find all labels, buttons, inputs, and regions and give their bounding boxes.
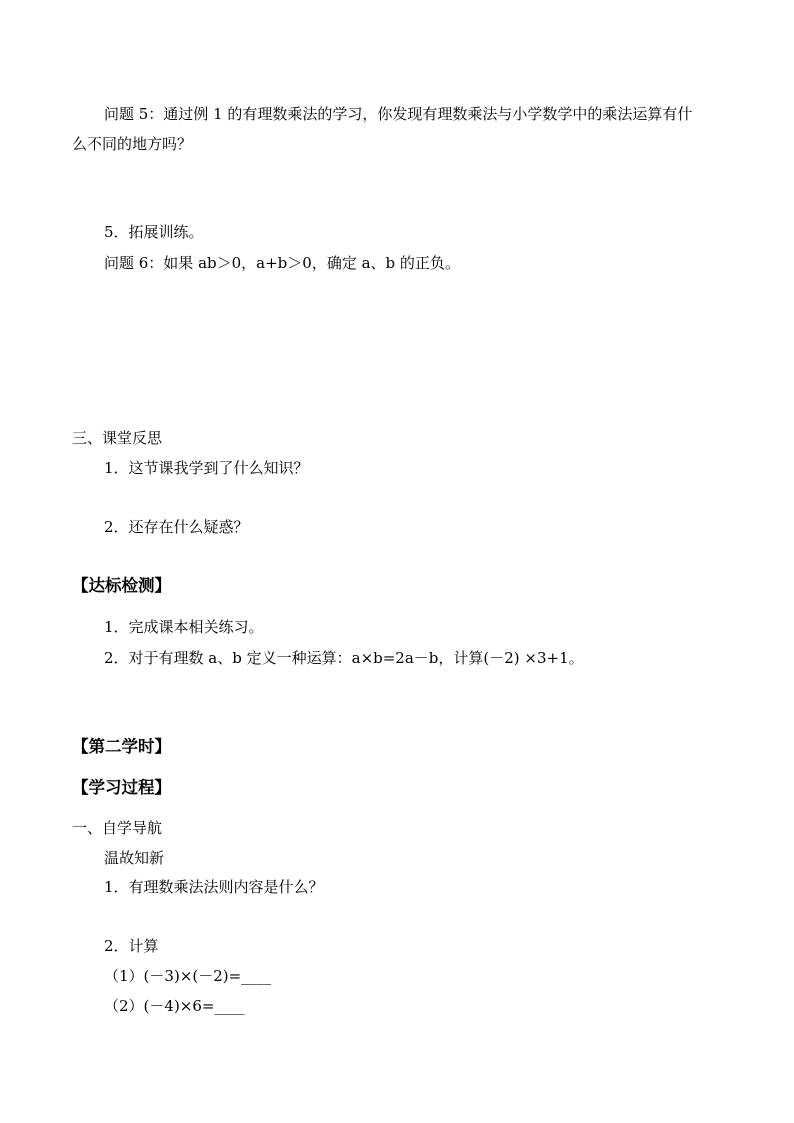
reflection-item-2: 2．还存在什么疑惑？ <box>104 518 249 536</box>
learning-process-heading: 【学习过程】 <box>72 778 171 797</box>
check-item-1: 1．完成课本相关练习。 <box>104 618 264 636</box>
check-heading: 【达标检测】 <box>72 576 171 595</box>
review-question-2: 2．计算 <box>104 937 159 955</box>
self-study-heading: 一、自学导航 <box>72 819 163 837</box>
check-item-2: 2．对于有理数 a、b 定义一种运算：a×b=2a－b，计算(－2) ×3+1。 <box>104 649 584 667</box>
second-lesson-heading: 【第二学时】 <box>72 737 171 756</box>
question-5-line-2: 么不同的地方吗？ <box>72 135 193 153</box>
calc-item-1: （1）(－3)×(－2)=____ <box>104 967 272 985</box>
review-heading: 温故知新 <box>104 849 165 867</box>
question-6: 问题 6：如果 ab＞0，a+b＞0，确定 a、b 的正负。 <box>104 254 460 272</box>
review-question-1: 1．有理数乘法法则内容是什么？ <box>104 878 324 896</box>
question-5-line-1: 问题 5：通过例 1 的有理数乘法的学习，你发现有理数乘法与小学数学中的乘法运算有什 <box>104 105 693 123</box>
reflection-heading: 三、课堂反思 <box>72 429 163 447</box>
extension-heading: 5．拓展训练。 <box>104 223 204 241</box>
reflection-item-1: 1．这节课我学到了什么知识？ <box>104 459 309 477</box>
calc-item-2: （2）(－4)×6=____ <box>104 997 245 1015</box>
